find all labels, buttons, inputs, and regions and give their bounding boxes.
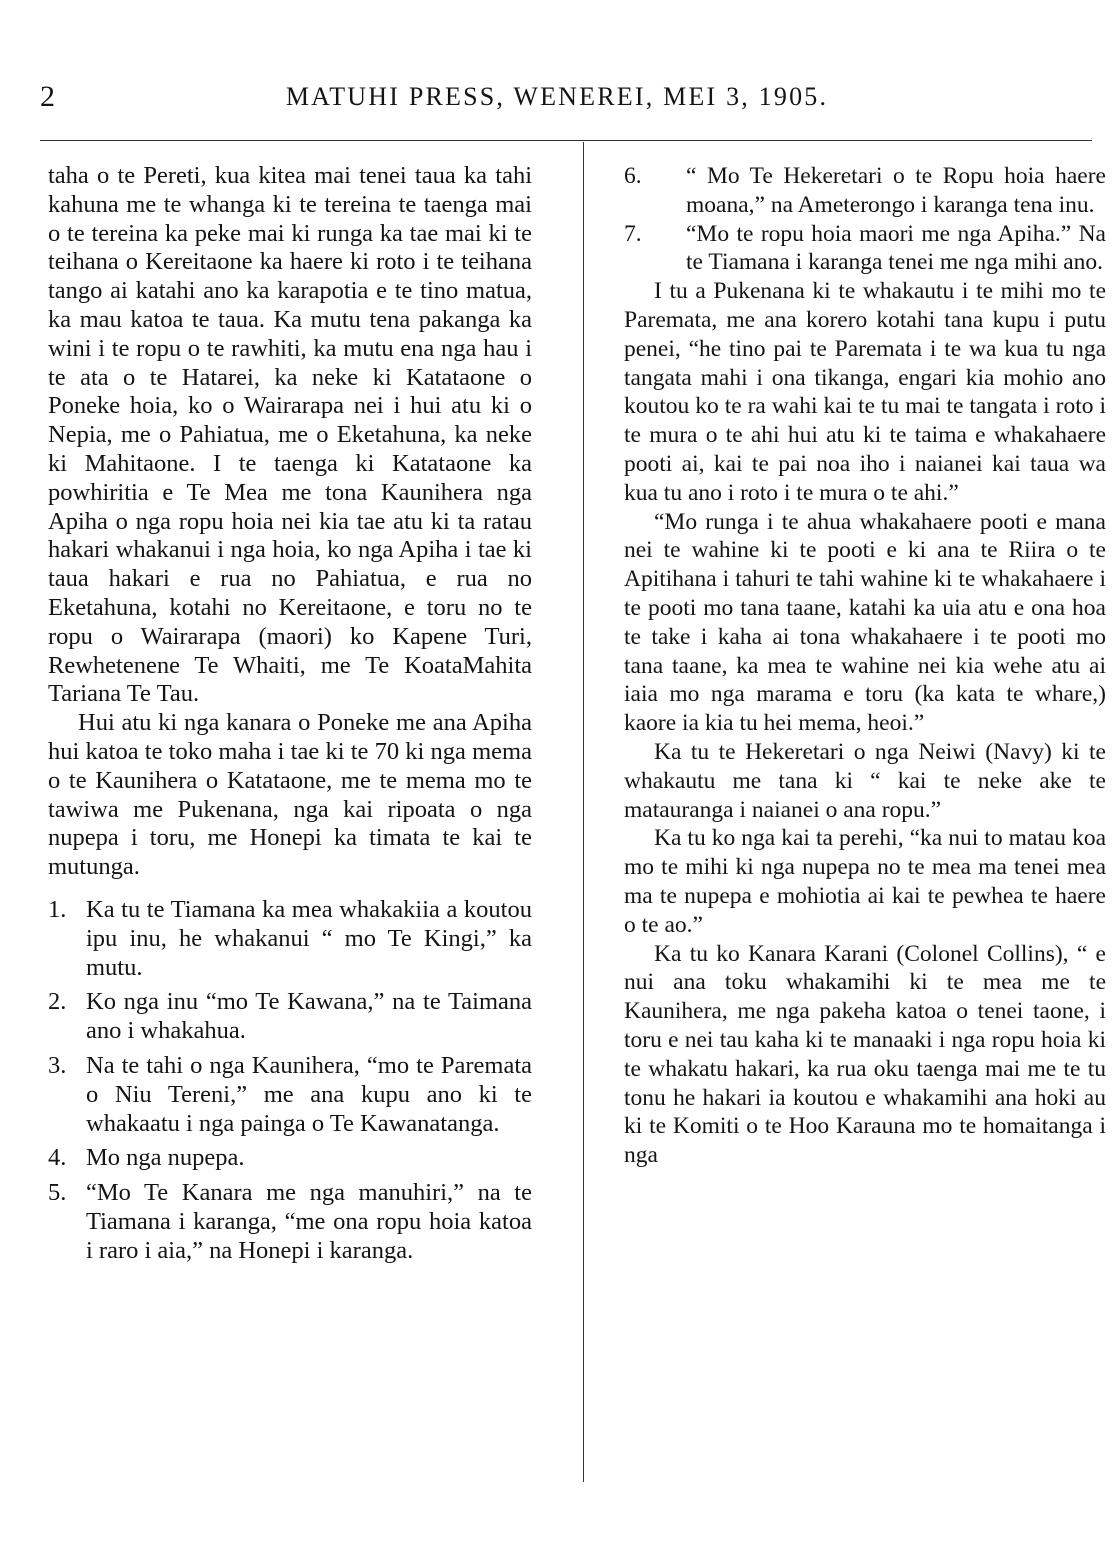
toast-item — [48, 988, 532, 1046]
toast-item — [48, 896, 532, 982]
column-divider — [583, 142, 584, 1482]
toast-item — [48, 1052, 532, 1138]
toast-number: 1. — [48, 895, 67, 923]
toast-item — [624, 162, 1106, 220]
page-number: 2 — [40, 80, 55, 113]
toast-number: 3. — [48, 1051, 67, 1079]
toast-list — [48, 896, 532, 1266]
toast-number: 6. — [624, 163, 642, 189]
paragraph: taha o te Pereti, kua kitea mai tenei taua ka tahi kahuna me te whanga ki te tereina te taenga mai o te tereina ka peke mai ki runga ka tae mai ki te teihana o Kereitaone ka haere ki roto i te teihana tango ai katahi ano ka karapotia e te tino matua, ka mau katoa te taua. Ka mutu tena pakanga ka wini i te ropu o te rawhiti, ka mutu ena nga hau i te ata o te Hatarei, ka neke ki Katataone o Poneke hoia, ko o Wairarapa nei i hui atu ki o Nepia, me o Pahiatua, me o Eketahuna, ka neke ki Mahitaone. I te taenga ki Katataone ka powhiritia e Te Mea me tona Kaunihera nga Apiha o nga ropu hoia nei kia tae atu ki ta ratau hakari whakanui i nga hoia, ko nga Apiha i tae ki taua hakari e rua no Pahiatua, e rua no Eketahuna, kotahi no Kereitaone, e toru no te ropu o Wairarapa (maori) ko Kapene Turi, Rewhetenene Te Whaiti, me Te KoataMahita Tariana Te Tau. — [48, 162, 532, 708]
paragraph: I tu a Pukenana ki te whakautu i te mihi mo te Paremata, me ana korero kotahi tana kupu i putu penei, “he tino pai te Paremata i te wa kua tu nga tangata mahi i ona tikanga, engari kia mohio ano koutou ko te ra wahi kai te tu mai te tangata i roto i te mura o te ahi hui atu ki te taima e whakahaere pooti ai, kai te pai noa iho i naianei kai taua wa kua tu ano i roto i te mura o te ahi.” — [624, 278, 1106, 506]
right-column — [624, 162, 1106, 1170]
toast-text: “Mo Te Kanara me nga manuhiri,” na te Tiamana i karanga, “me ona ropu hoia katoa i raro i aia,” na Honepi i karanga. — [86, 1179, 532, 1264]
toast-number: 7. — [624, 220, 642, 247]
toast-text: Ka tu te Tiamana ka mea whakakiia a koutou ipu inu, he whakanui “ mo Te Kingi,” ka mutu. — [86, 895, 532, 981]
toast-item — [48, 1179, 532, 1265]
toast-number: 4. — [48, 1144, 67, 1172]
paragraph: Ka tu ko Kanara Karani (Colonel Collins), “ e nui ana toku whakamihi ki te mea me te Kaunihera, me nga pakeha katoa o tenei taone, i toru e nei tau kaha ki te manaaki i nga ropu hoia ki te whakatu hakari, ka rua oku taenga mai me te tu tonu he hakari ia koutou e whakamihi ana hoki au ki te Komiti o te Hoo Karauna mo te homaitanga i nga — [624, 940, 1106, 1169]
paragraph: “Mo runga i te ahua whakahaere pooti e mana nei te wahine ki te pooti e ki ana te Riira o te Apitihana i tahuri te tahi wahine ki te whakahaere i te pooti mo tana taane, katahi ka uia atu e ona hoa te take i kaha ai tona whakahaere i te pooti mo tana taane, ka mea te wahine nei kia wehe atu ai iaia mo nga marama e toru (ka kata te whare,) kaore ia kia tu hei mema, heoi.” — [624, 508, 1106, 737]
toast-text: Mo nga nupepa. — [86, 1144, 245, 1172]
toast-text: Ko nga inu “mo Te Kawana,” na te Taimana ano i whakahua. — [86, 988, 532, 1045]
paragraph: Ka tu ko nga kai ta perehi, “ka nui to matau koa mo te mihi ki nga nupepa no te mea ma tenei mea ma te nupepa e mohiotia ai kai te pewhea te haere o te ao.” — [624, 825, 1106, 938]
header-rule — [40, 140, 1092, 141]
toast-item — [624, 220, 1106, 278]
toast-text: “Mo te ropu hoia maori me nga Apiha.” Na te Tiamana i karanga tenei me nga mihi ano. — [686, 220, 1106, 276]
paragraph: Hui atu ki nga kanara o Poneke me ana Apiha hui katoa te toko maha i tae ki te 70 ki nga mema o te Kaunihera o Katataone, me te mema mo te tawiwa me Pukenana, nga kai ripoata o nga nupepa i toru, me Honepi ka timata te kai te mutunga. — [48, 709, 532, 881]
page-header — [0, 80, 1114, 130]
toast-text: Na te tahi o nga Kaunihera, “mo te Paremata o Niu Tereni,” me ana kupu ano ki te whakaatu i nga painga o Te Kawanatanga. — [86, 1051, 532, 1137]
toast-number: 5. — [48, 1179, 67, 1207]
toast-item — [48, 1144, 532, 1173]
left-column — [48, 162, 532, 1271]
toast-text: “ Mo Te Hekeretari o te Ropu hoia haere moana,” na Ameterongo i karanga tena inu. — [686, 163, 1106, 218]
paragraph: Ka tu te Hekeretari o nga Neiwi (Navy) ki te whakautu me tana ki “ kai te neke ake te matauranga i naianei o ana ropu.” — [624, 738, 1106, 823]
toast-number: 2. — [48, 988, 67, 1016]
masthead-title: MATUHI PRESS, WENEREI, MEI 3, 1905. — [285, 82, 829, 111]
